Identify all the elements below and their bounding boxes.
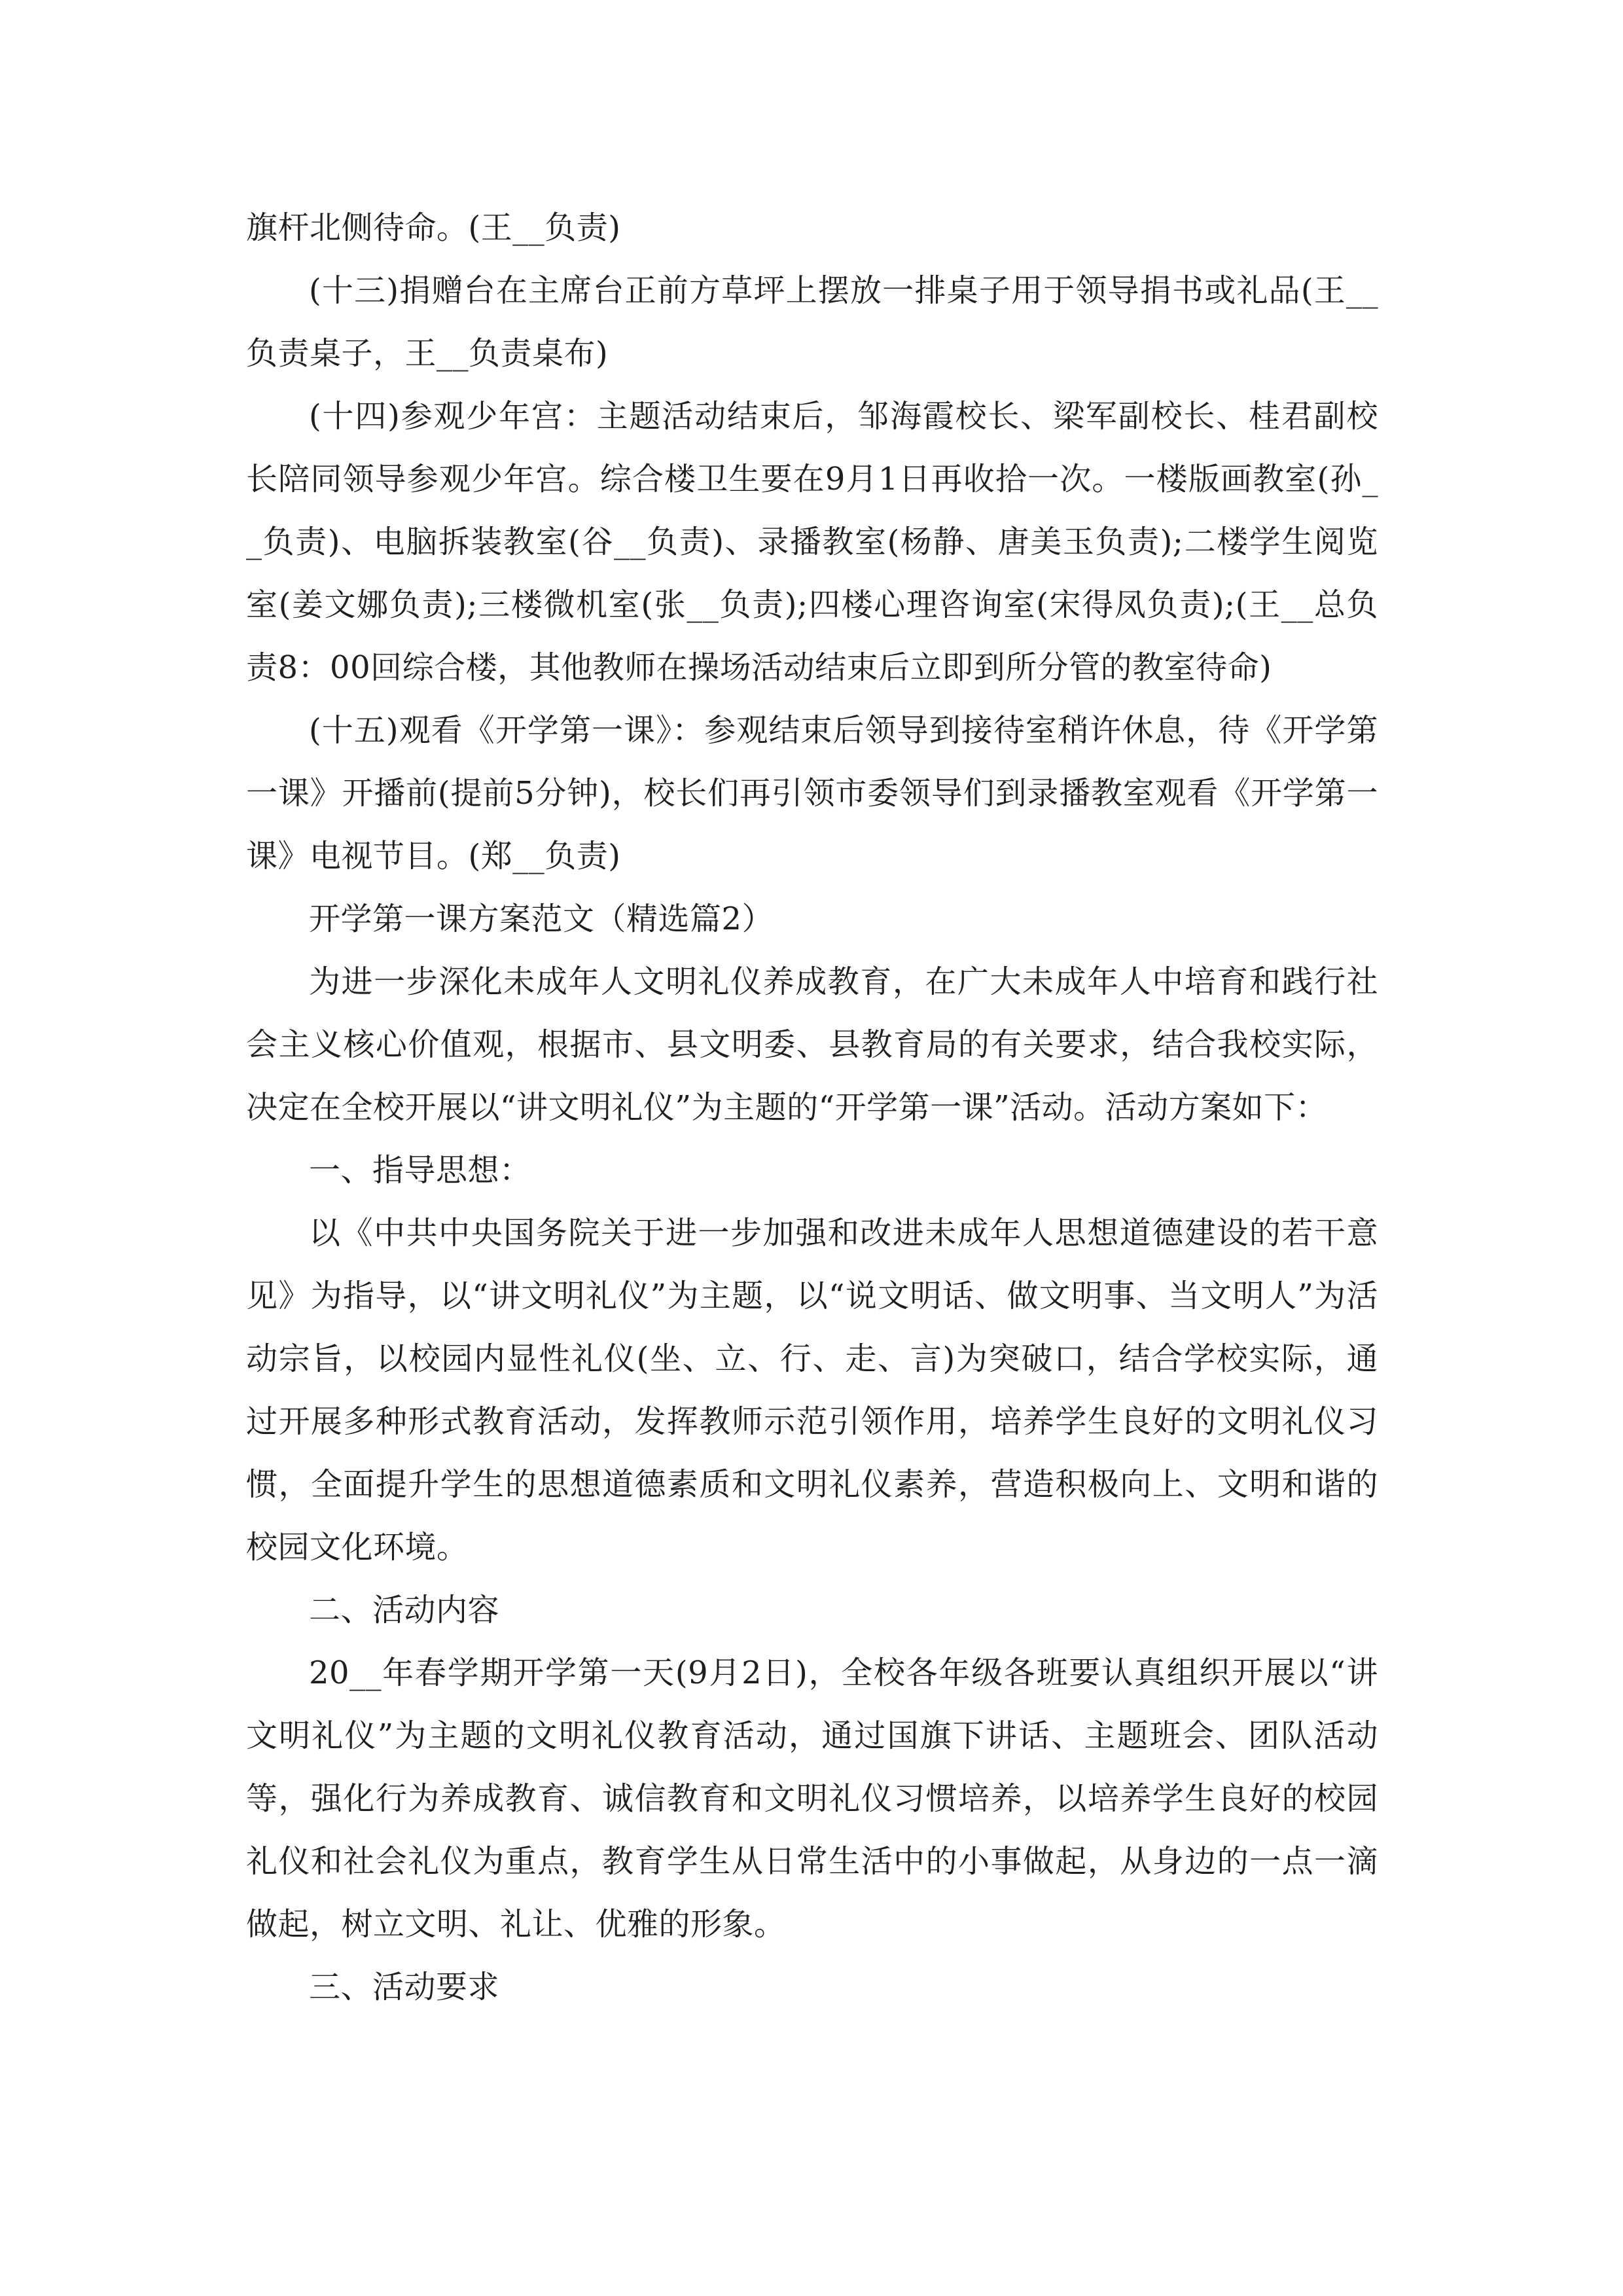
heading-activity-requirements: 三、活动要求 bbox=[309, 1969, 500, 2005]
paragraph-intro: 为进一步深化未成年人文明礼仪养成教育，在广大未成年人中培育和践行社会主义核心价值观，根据市、县文明委、县教育局的有关要求，结合我校实际，决定在全校开展以“讲文明礼仪”为主题的“开学第一课”活动。活动方案如下： bbox=[246, 963, 1378, 1126]
section-title: 开学第一课方案范文（精选篇2） bbox=[309, 901, 774, 937]
document-body bbox=[246, 196, 1378, 2018]
heading-activity-content: 二、活动内容 bbox=[309, 1592, 500, 1628]
paragraph-item-14: (十四)参观少年宫：主题活动结束后，邹海霞校长、梁军副校长、桂君副校长陪同领导参观少年宫。综合楼卫生要在9月1日再收拾一次。一楼版画教室(孙__负责)、电脑拆装教室(谷__负责)、录播教室(杨静、唐美玉负责);二楼学生阅览室(姜文娜负责);三楼微机室(张__负责);四楼心理咨询室(宋得凤负责);(王__总负责8：00回综合楼，其他教师在操场活动结束后立即到所分管的教室待命) bbox=[246, 398, 1378, 686]
paragraph-item-15: (十五)观看《开学第一课》：参观结束后领导到接待室稍许休息，待《开学第一课》开播前(提前5分钟)，校长们再引领市委领导们到录播教室观看《开学第一课》电视节目。(郑__负责) bbox=[246, 712, 1378, 874]
paragraph-item-13: (十三)捐赠台在主席台正前方草坪上摆放一排桌子用于领导捐书或礼品(王__负责桌子，王__负责桌布) bbox=[246, 272, 1378, 372]
paragraph-activity-content: 20__年春学期开学第一天(9月2日)，全校各年级各班要认真组织开展以“讲文明礼仪”为主题的文明礼仪教育活动，通过国旗下讲话、主题班会、团队活动等，强化行为养成教育、诚信教育和文明礼仪习惯培养，以培养学生良好的校园礼仪和社会礼仪为重点，教育学生从日常生活中的小事做起，从身边的一点一滴做起，树立文明、礼让、优雅的形象。 bbox=[246, 1655, 1378, 1943]
paragraph-continuation: 旗杆北侧待命。(王__负责) bbox=[246, 209, 621, 246]
heading-guiding-ideology: 一、指导思想： bbox=[309, 1152, 531, 1189]
paragraph-guiding-ideology: 以《中共中央国务院关于进一步加强和改进未成年人思想道德建设的若干意见》为指导，以“讲文明礼仪”为主题，以“说文明话、做文明事、当文明人”为活动宗旨，以校园内显性礼仪(坐、立、行、走、言)为突破口，结合学校实际，通过开展多种形式教育活动，发挥教师示范引领作用，培养学生良好的文明礼仪习惯，全面提升学生的思想道德素质和文明礼仪素养，营造积极向上、文明和谐的校园文化环境。 bbox=[246, 1215, 1378, 1566]
